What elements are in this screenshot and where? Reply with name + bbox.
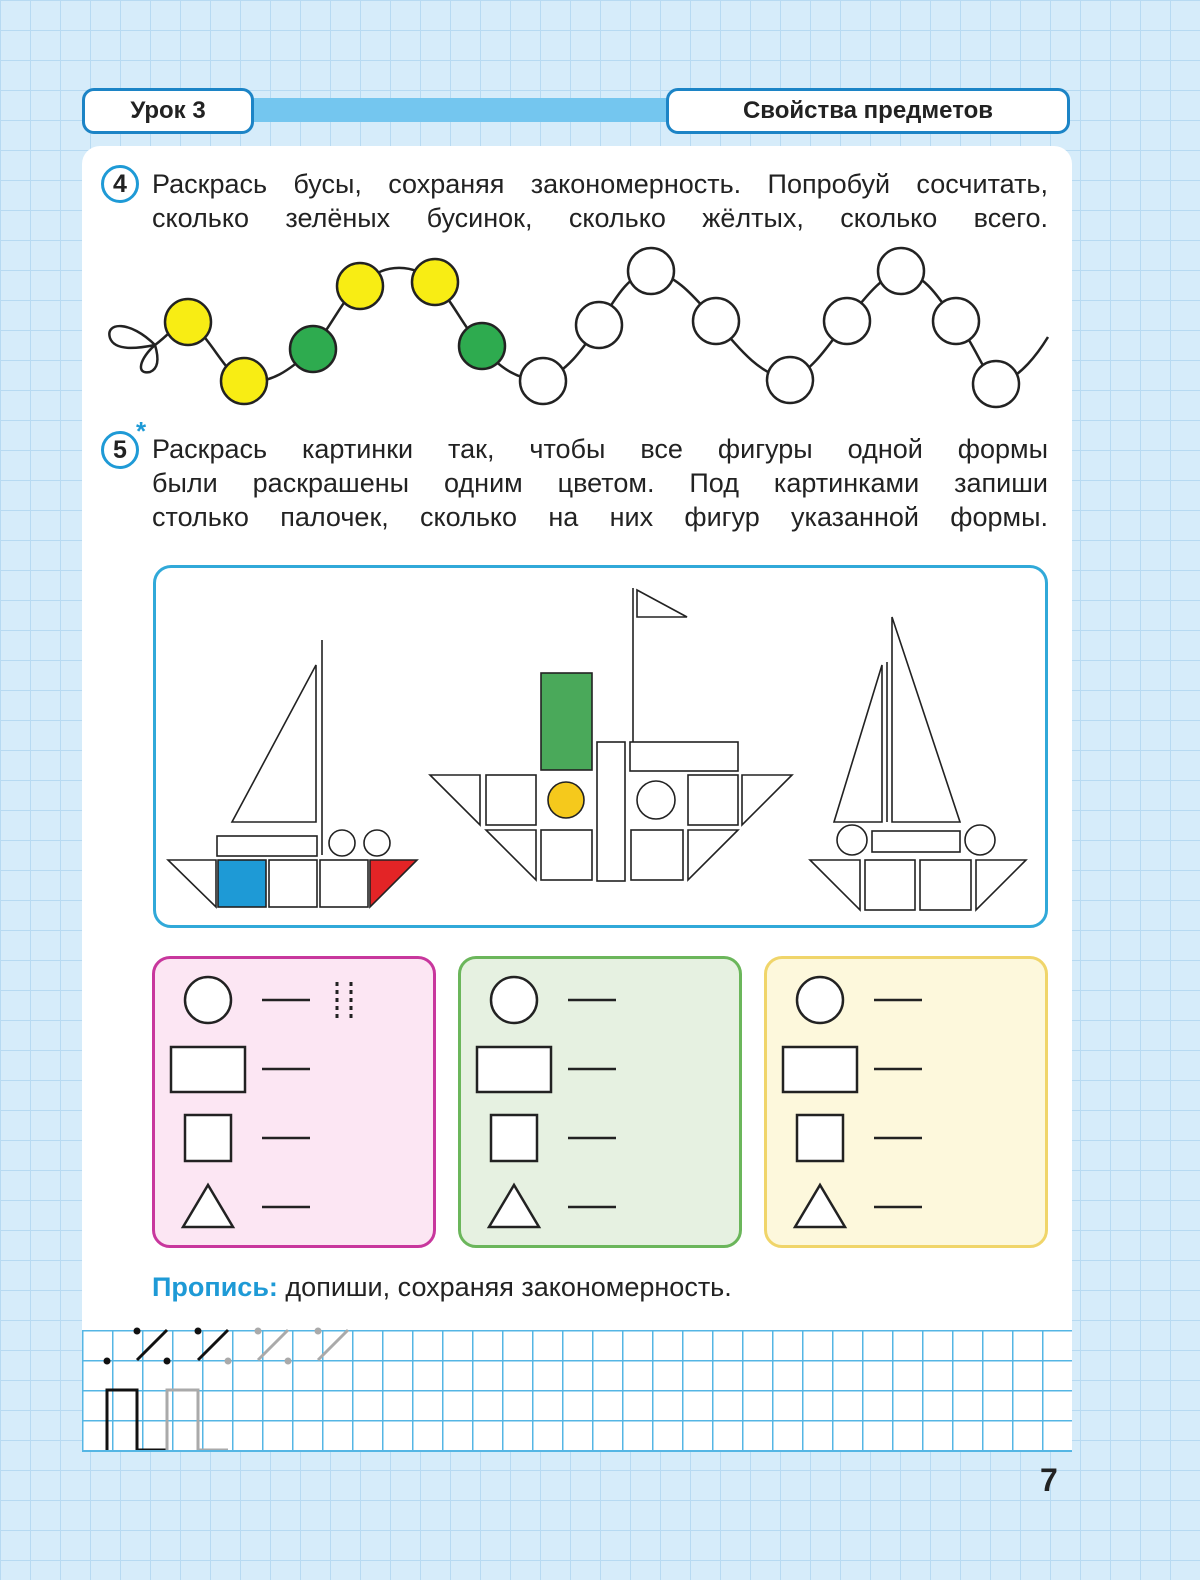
sail-triangle: [892, 617, 960, 822]
topic-label: Свойства предметов: [742, 97, 994, 124]
hull-square: [486, 775, 536, 825]
difficulty-asterisk: *: [136, 416, 147, 446]
circle-shape-icon: [491, 977, 537, 1023]
cabin-rectangle: [597, 742, 625, 881]
circle-shape-icon: [185, 977, 231, 1023]
triangle-shape-icon: [795, 1185, 845, 1227]
hull-square: [541, 830, 592, 880]
triangle-shape-icon: [489, 1185, 539, 1227]
hull-triangle: [486, 830, 536, 880]
flag-triangle: [637, 590, 687, 617]
sailboat-left: [168, 640, 417, 907]
copywork-label: Пропись:: [152, 1272, 278, 1302]
task-5-line-3: столько палочек, сколько на них фигур указанной формы.: [152, 502, 1048, 532]
porthole-circle: [637, 781, 675, 819]
porthole-circle-yellow: [548, 782, 584, 818]
hull-square: [920, 860, 971, 910]
task-5-line-2: были раскрашены одним цветом. Под картинками запиши: [152, 468, 1048, 498]
sailboat-right: [810, 617, 1026, 910]
count-box-green-shapes: [477, 977, 616, 1227]
task-5-number: 5: [101, 431, 139, 469]
hull-triangle: [976, 860, 1026, 910]
hull-square: [320, 860, 368, 907]
rectangle-shape-icon: [171, 1047, 245, 1092]
cabin-roof-rectangle: [630, 742, 738, 771]
hull-square: [631, 830, 683, 880]
square-shape-icon: [185, 1115, 231, 1161]
lesson-label: Урок 3: [130, 97, 206, 124]
hull-triangle: [688, 830, 738, 880]
sail-triangle: [834, 665, 882, 822]
hull-square: [688, 775, 738, 825]
hull-triangle: [168, 860, 216, 907]
task-4-line-1: Раскрась бусы, сохраняя закономерность. Попробуй сосчитать,: [152, 169, 1048, 199]
rectangle-shape-icon: [477, 1047, 551, 1092]
task-4-number: 4: [101, 165, 139, 203]
hull-triangle: [742, 775, 792, 825]
hull-triangle-red: [370, 860, 417, 907]
hull-triangle: [430, 775, 480, 825]
triangle-shape-icon: [183, 1185, 233, 1227]
hull-square: [865, 860, 915, 910]
hull-square-blue: [218, 860, 266, 907]
square-shape-icon: [491, 1115, 537, 1161]
deck-rectangle: [872, 831, 960, 852]
task-5-line-1: Раскрась картинки так, чтобы все фигуры одной формы: [152, 434, 1048, 464]
circle-shape-icon: [797, 977, 843, 1023]
copywork-bottom-line: [82, 1450, 1072, 1452]
page-number: 7: [1040, 1462, 1058, 1498]
porthole-circle: [364, 830, 390, 856]
porthole-circle: [837, 825, 867, 855]
copywork-strokes: [0, 1320, 1200, 1460]
hull-triangle: [810, 860, 860, 910]
rectangle-shape-icon: [783, 1047, 857, 1092]
hull-square: [269, 860, 317, 907]
copywork-text: допиши, сохраняя закономерность.: [285, 1272, 732, 1302]
square-shape-icon: [797, 1115, 843, 1161]
deck-rectangle: [217, 836, 317, 856]
porthole-circle: [965, 825, 995, 855]
count-box-yellow-shapes: [783, 977, 922, 1227]
count-box-pink-shapes: [171, 977, 351, 1227]
copywork-instruction: [152, 1272, 732, 1303]
sail-triangle: [232, 665, 316, 822]
porthole-circle: [329, 830, 355, 856]
task-4-line-2: сколько зелёных бусинок, сколько жёлтых, сколько всего.: [152, 203, 1048, 233]
count-boxes-drawing: [0, 940, 1200, 1270]
steamboat-middle: [430, 588, 792, 881]
funnel-rectangle-green: [541, 673, 592, 770]
